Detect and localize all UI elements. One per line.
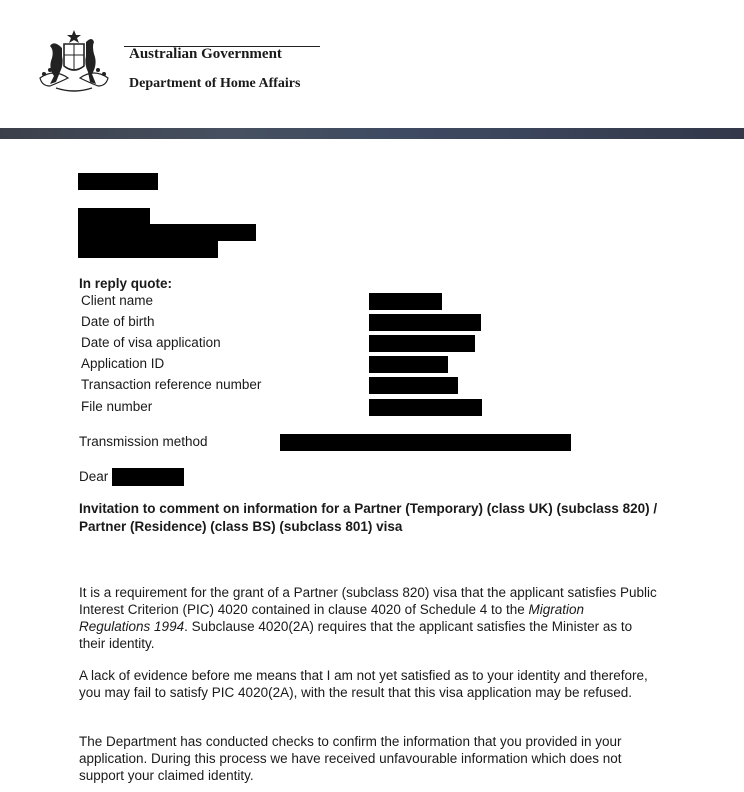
government-name: Australian Government <box>129 46 282 62</box>
field-date-of-visa-application: Date of visa application <box>81 335 221 350</box>
p1-text-start: It is a requirement for the grant of a Partner (subclass 820) visa that the applicant satisfies Public Interest Criterion (PIC) 4020 contained in clause 4020 of Schedule 4 to the <box>79 585 657 617</box>
redacted-salutation-name <box>112 468 184 486</box>
body-paragraph-2: A lack of evidence before me means that I am not yet satisfied as to your identity and therefore, you may fail to satisfy PIC 4020(2A), with the result that this visa application may be refused. <box>79 668 648 700</box>
field-client-name: Client name <box>81 293 154 308</box>
p1-regulation-title: Migration Regulations 1994 <box>79 602 585 634</box>
redacted-client-name <box>369 293 442 310</box>
redacted-date-of-visa-application <box>369 335 475 352</box>
redacted-file-number <box>369 399 482 416</box>
redacted-transaction-reference <box>369 377 458 394</box>
redacted-application-id <box>369 356 448 373</box>
header-bar <box>0 128 744 139</box>
redacted-date-of-birth <box>369 314 481 331</box>
salutation: Dear <box>79 469 109 484</box>
redacted-address-3 <box>78 241 218 258</box>
redacted-transmission-method <box>280 434 571 451</box>
field-application-id: Application ID <box>81 356 165 371</box>
redacted-address-1 <box>78 208 150 225</box>
letter-subject: Invitation to comment on information for a Partner (Temporary) (class UK) (subclass 820) / Partner (Residence) (class BS) (subclass 801) visa <box>79 501 658 534</box>
field-transmission-method: Transmission method <box>79 434 208 449</box>
field-date-of-birth: Date of birth <box>81 314 155 329</box>
body-paragraph-3: The Department has conducted checks to confirm the information that you provided in your application. During this process we have received unfavourable information which does not support your claimed identity. <box>79 734 622 783</box>
redacted-address-2 <box>78 224 256 241</box>
reply-quote-heading: In reply quote: <box>79 276 173 291</box>
department-name: Department of Home Affairs <box>129 76 301 91</box>
redacted-name <box>78 173 158 190</box>
letterhead <box>0 0 744 128</box>
p1-text-end: . Subclause 4020(2A) requires that the applicant satisfies the Minister as to their identity. <box>79 619 633 651</box>
body-paragraph-1 <box>79 584 659 652</box>
field-transaction-reference: Transaction reference number <box>81 377 262 392</box>
coat-of-arms-logo <box>34 28 114 96</box>
field-file-number: File number <box>81 399 153 414</box>
